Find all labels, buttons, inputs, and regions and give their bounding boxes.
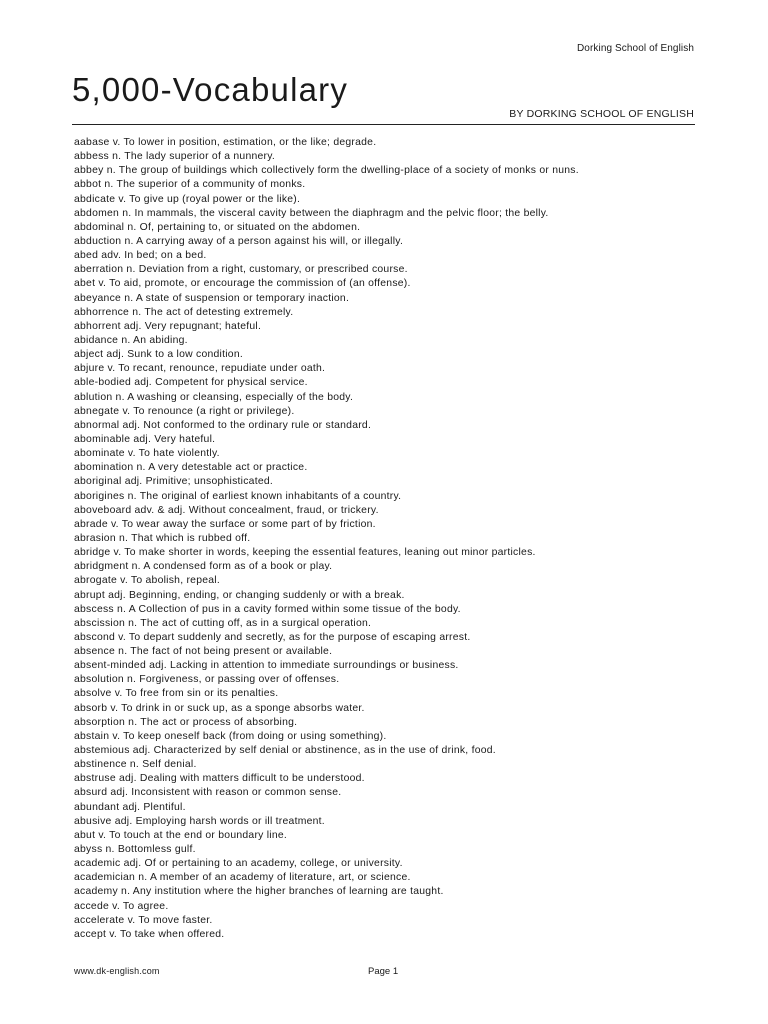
vocabulary-entry: absorb v. To drink in or suck up, as a sponge absorbs water. (74, 702, 365, 714)
vocabulary-entry: abidance n. An abiding. (74, 334, 188, 346)
vocabulary-entry: academician n. A member of an academy of literature, art, or science. (74, 872, 411, 884)
vocabulary-entry: aboriginal adj. Primitive; unsophisticated. (74, 476, 274, 488)
vocabulary-entry: ablution n. A washing or cleansing, especially of the body. (74, 391, 354, 403)
vocabulary-entry: absurd adj. Inconsistent with reason or common sense. (74, 787, 342, 799)
vocabulary-entry: abjure v. To recant, renounce, repudiate under oath. (74, 363, 326, 375)
vocabulary-entry: absolve v. To free from sin or its penalties. (74, 688, 279, 700)
vocabulary-entry: abscond v. To depart suddenly and secretly, as for the purpose of escaping arrest. (74, 631, 471, 643)
vocabulary-entry: abnegate v. To renounce (a right or privilege). (74, 405, 295, 417)
vocabulary-entry: abduction n. A carrying away of a person against his will, or illegally. (74, 235, 404, 247)
vocabulary-entry: abbess n. The lady superior of a nunnery. (74, 151, 276, 163)
vocabulary-entry: accede v. To agree. (74, 900, 169, 912)
vocabulary-entry: abeyance n. A state of suspension or temporary inaction. (74, 292, 350, 304)
vocabulary-entry: able-bodied adj. Competent for physical service. (74, 377, 308, 389)
vocabulary-entry: abstinence n. Self denial. (74, 759, 197, 771)
footer-website: www.dk-english.com (74, 966, 160, 976)
vocabulary-entry: abridge v. To make shorter in words, keeping the essential features, leaning out minor particles. (74, 547, 536, 559)
vocabulary-entry: abnormal adj. Not conformed to the ordinary rule or standard. (74, 419, 372, 431)
vocabulary-entry: abyss n. Bottomless gulf. (74, 844, 196, 856)
vocabulary-entry: academic adj. Of or pertaining to an academy, college, or university. (74, 858, 403, 870)
vocabulary-entry: abhorrent adj. Very repugnant; hateful. (74, 320, 262, 332)
vocabulary-entry: abridgment n. A condensed form as of a book or play. (74, 561, 333, 573)
vocabulary-list (74, 136, 704, 942)
vocabulary-entry: absent-minded adj. Lacking in attention to immediate surroundings or business. (74, 660, 459, 672)
vocabulary-entry: absorption n. The act or process of absorbing. (74, 716, 298, 728)
vocabulary-entry: aborigines n. The original of earliest known inhabitants of a country. (74, 490, 402, 502)
vocabulary-entry: abrupt adj. Beginning, ending, or changing suddenly or with a break. (74, 589, 405, 601)
vocabulary-entry: abomination n. A very detestable act or practice. (74, 462, 308, 474)
vocabulary-entry: abominable adj. Very hateful. (74, 433, 216, 445)
vocabulary-entry: abdomen n. In mammals, the visceral cavity between the diaphragm and the pelvic floor; the belly. (74, 207, 549, 219)
vocabulary-entry: abominate v. To hate violently. (74, 448, 220, 460)
vocabulary-entry: abstain v. To keep oneself back (from doing or using something). (74, 730, 387, 742)
vocabulary-entry: abbey n. The group of buildings which collectively form the dwelling-place of a society of monks or nuns. (74, 165, 579, 177)
vocabulary-entry: abusive adj. Employing harsh words or ill treatment. (74, 815, 325, 827)
title-divider (72, 124, 695, 125)
footer-page-number: Page 1 (368, 966, 399, 977)
vocabulary-entry: abrogate v. To abolish, repeal. (74, 575, 220, 587)
vocabulary-entry: aboveboard adv. & adj. Without concealment, fraud, or trickery. (74, 504, 379, 516)
vocabulary-entry: abed adv. In bed; on a bed. (74, 250, 207, 262)
vocabulary-entry: abscess n. A Collection of pus in a cavity formed within some tissue of the body. (74, 603, 461, 615)
vocabulary-entry: abrade v. To wear away the surface or some part of by friction. (74, 518, 376, 530)
vocabulary-entry: accelerate v. To move faster. (74, 914, 213, 926)
vocabulary-entry: abdicate v. To give up (royal power or the like). (74, 193, 301, 205)
vocabulary-entry: abstemious adj. Characterized by self denial or abstinence, as in the use of drink, food. (74, 745, 496, 757)
vocabulary-entry: abscission n. The act of cutting off, as in a surgical operation. (74, 617, 372, 629)
vocabulary-entry: abundant adj. Plentiful. (74, 801, 186, 813)
vocabulary-entry: abdominal n. Of, pertaining to, or situated on the abdomen. (74, 221, 361, 233)
vocabulary-entry: academy n. Any institution where the higher branches of learning are taught. (74, 886, 444, 898)
page-title: 5,000-Vocabulary (72, 71, 349, 108)
vocabulary-entry: abhorrence n. The act of detesting extremely. (74, 306, 294, 318)
vocabulary-entry: abet v. To aid, promote, or encourage the commission of (an offense). (74, 278, 411, 290)
vocabulary-entry: abstruse adj. Dealing with matters difficult to be understood. (74, 773, 365, 785)
vocabulary-entry: abut v. To touch at the end or boundary line. (74, 829, 288, 841)
vocabulary-entry: accept v. To take when offered. (74, 928, 225, 940)
vocabulary-entry: abrasion n. That which is rubbed off. (74, 532, 251, 544)
vocabulary-entry: abject adj. Sunk to a low condition. (74, 349, 243, 361)
vocabulary-entry: absolution n. Forgiveness, or passing over of offenses. (74, 674, 340, 686)
byline: BY DORKING SCHOOL OF ENGLISH (509, 108, 694, 120)
vocabulary-entry: aberration n. Deviation from a right, customary, or prescribed course. (74, 264, 408, 276)
vocabulary-entry: absence n. The fact of not being present or available. (74, 646, 333, 658)
header-school-name: Dorking School of English (576, 43, 694, 54)
vocabulary-entry: abbot n. The superior of a community of monks. (74, 179, 306, 191)
vocabulary-entry: aabase v. To lower in position, estimation, or the like; degrade. (74, 137, 377, 148)
